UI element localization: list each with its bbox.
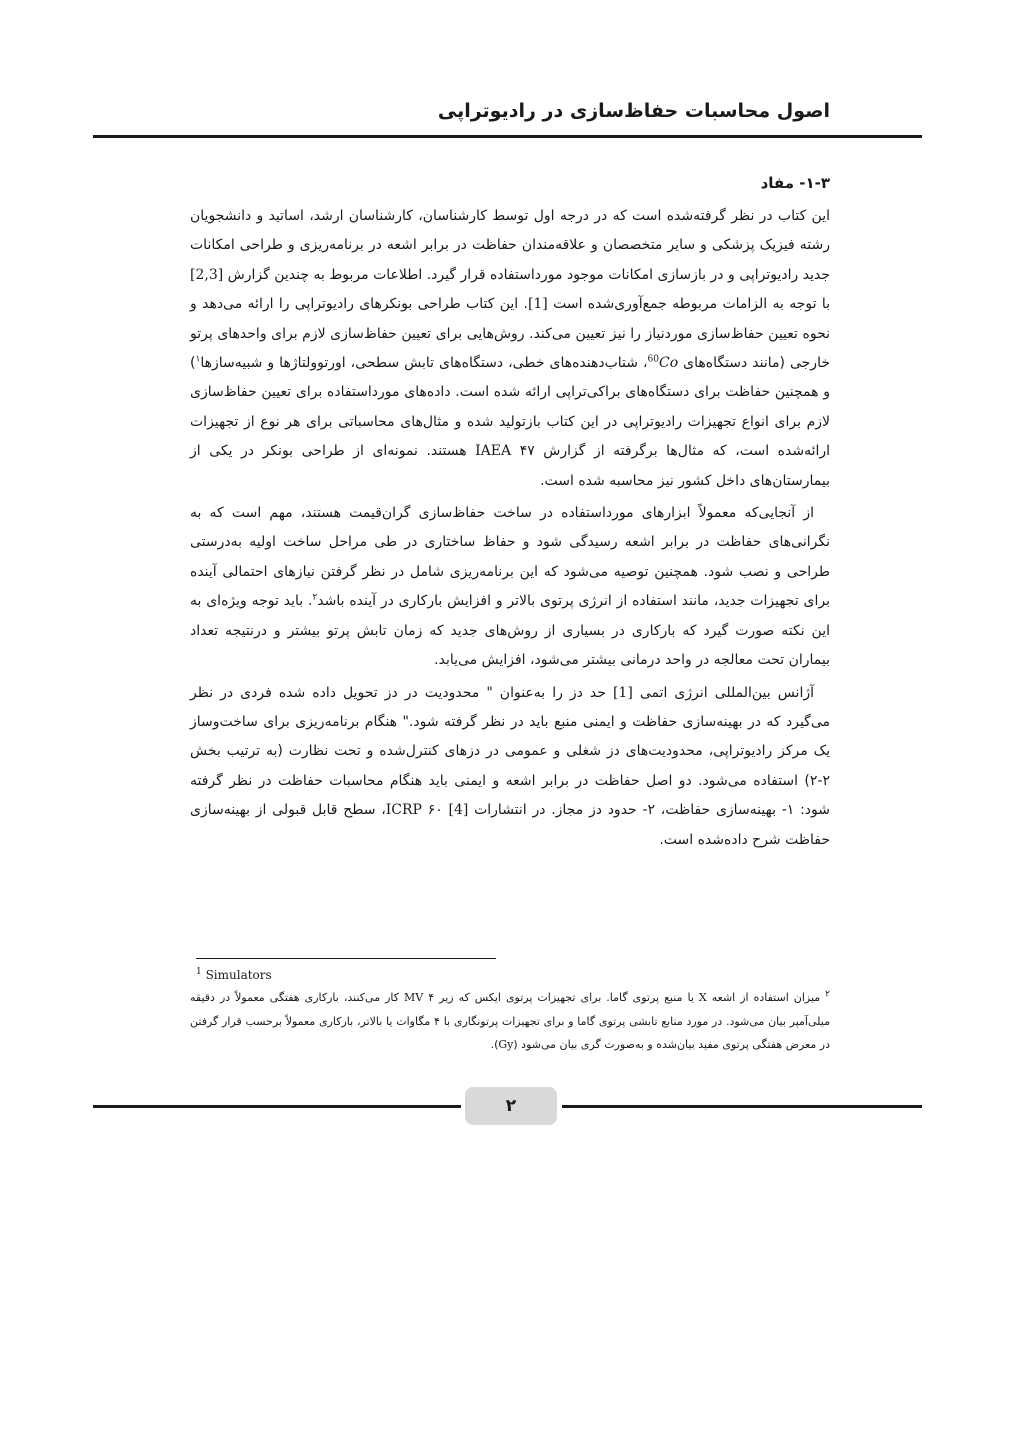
footnote-2 [190, 986, 830, 1057]
page-number: ۲ [465, 1087, 557, 1125]
cobalt-isotope [648, 355, 679, 371]
p1-text-e: ) و همچنین حفاظت برای دستگاه‌های براکی‌تراپی ارائه شده است. داده‌های مورداستفاده برای تعیین حفاظ‌سازی لازم برای انواع تجهیزات رادیوتراپی در این کتاب بازتولید شده و مثال‌های محاسباتی برای هر نوع از تجهیزات ارائه‌شده است، که مثال‌ها برگرفته از گزارش ۴۷ [190, 355, 831, 460]
footer-rule-left [93, 1105, 461, 1108]
iaea-acronym: IAEA [475, 443, 512, 460]
page-header-title: اصول محاسبات حفاظ‌سازی در رادیوتراپی [437, 100, 830, 122]
p3-text-a: آژانس بین‌المللی انرژی اتمی [632, 684, 814, 701]
footnote-1 [196, 966, 596, 984]
footnote-2-mark: ۲ [825, 989, 831, 1000]
citation-4: [4] [448, 802, 469, 819]
icrp-acronym: ICRP [385, 802, 422, 819]
footnote-divider [196, 958, 496, 959]
paragraph-2 [190, 499, 830, 675]
footnote-1-mark: 1 [196, 967, 202, 977]
isotope-mass-number: 60 [647, 354, 659, 365]
icrp-number: ۶۰ [421, 802, 449, 819]
citation-2-3: [2,3] [190, 266, 224, 283]
header-divider [93, 135, 922, 138]
p2-text-a: از آنجایی‌که معمولاً ابزارهای مورداستفاده در ساخت حفاظ‌سازی گران‌قیمت هستند، مهم است که به نگرانی‌های حفاظت در برابر اشعه رسیدگی شود و حفاظ ساختاری در طی مراحل ساخت اولیه به‌درستی طراحی و نصب شود. همچنین توصیه می‌شود که این برنامه‌ریزی شامل در نظر گرفتن نیازهای احتمالی آینده برای تجهیزات جدید، مانند استفاده از انرژی پرتوی بالاتر و افزایش بارکاری در آینده باشد [190, 505, 831, 610]
footnote-2-gy: Gy [498, 1038, 514, 1051]
footnote-2-text-d: ). [490, 1038, 499, 1051]
main-content [190, 168, 830, 858]
isotope-symbol: Co [659, 355, 679, 372]
footnote-1-text: Simulators [205, 968, 272, 982]
p1-text-b: با توجه به الزامات مربوطه جمع‌آوری‌شده است [547, 296, 830, 313]
citation-1-second: [1] [612, 684, 633, 701]
p2-text-b: . باید توجه ویژه‌ای به این نکته صورت گیرد که بارکاری در بسیاری از روش‌های جدید که زمان تابش پرتو بیشتر و درنتیجه تعداد بیماران تحت معالجه در واحد درمانی بیشتر می‌شود، افزایش می‌یابد. [190, 593, 830, 669]
footnote-2-text-b: یا منبع پرتوی گاما. برای تجهیزات پرتوی ایکس که زیر ۴ [423, 991, 699, 1004]
footnote-2-text-a: میزان استفاده از اشعه [706, 991, 826, 1004]
footnote-ref-2[interactable]: ۲ [312, 592, 318, 603]
section-heading: ۱-۳- مفاد [760, 174, 830, 192]
paragraph-1 [190, 202, 830, 496]
p1-text-d: ، شتاب‌دهنده‌های خطی، دستگاه‌های تابش سطحی، اورتوولتاژها و شبیه‌سازها [200, 355, 648, 372]
footnote-2-mv: MV [404, 991, 424, 1004]
footnote-ref-1[interactable]: ۱ [195, 354, 201, 365]
p3-text-b: حد دز را به‌عنوان " محدودیت در دز تحویل داده شده فردی در نظر می‌گیرد که در بهینه‌سازی حفاظت و ایمنی منبع باید در نظر گرفته شود." هنگام برنامه‌ریزی برای ساخت‌وساز یک مرکز رادیوتراپی، محدودیت‌های دز شغلی و عمومی در دزهای کنترل‌شده و تحت نظارت (به ترتیب بخش ۲-۲) استفاده می‌شود. دو اصل حفاظت در برابر اشعه و ایمنی باید هنگام محاسبات حفاظت در نظر گرفته شود: ۱- بهینه‌سازی حفاظت، ۲- حدود دز مجاز. در انتشارات [190, 684, 830, 819]
p1-text-c: . این کتاب طراحی بونکرهای رادیوتراپی را ارائه می‌دهد و نحوه تعیین حفاظ‌سازی موردنیاز را نیز تعیین می‌کند. روش‌هایی برای تعیین حفاظ‌سازی لازم برای واحدهای پرتو خارجی (مانند دستگاه‌های [190, 296, 830, 372]
paragraph-3 [190, 679, 830, 855]
footer-rule-right [562, 1105, 922, 1108]
citation-1: [1] [527, 296, 548, 313]
footnote-2-text-c: کار می‌کنند، بارکاری هفتگی معمولاً در دقیقه میلی‌آمپر بیان می‌شود. در مورد منابع تابشی پرتوی گاما و برای تجهیزات پرتونگاری با ۴ مگاوات یا بالاتر، بارکاری معمولاً برحسب قرار گرفتن در معرض هفتگی پرتوی مفید بیان‌شده و به‌صورت گری بیان می‌شود ( [190, 991, 830, 1051]
p3-text-c: ، سطح قابل قبولی از بهینه‌سازی حفاظت شرح داده‌شده است. [190, 802, 830, 848]
footnote-2-x: X [698, 991, 707, 1004]
p1-text-a: این کتاب در نظر گرفته‌شده است که در درجه اول توسط کارشناسان، کارشناسان ارشد، اساتید و دانشجویان رشته فیزیک پزشکی و سایر متخصصان و علاقه‌مندان حفاظت در برابر اشعه در برنامه‌ریزی و طراحی امکانات جدید رادیوتراپی و در بازسازی امکانات موجود مورداستفاده قرار گیرد. اطلاعات مربوط به چندین گزارش [190, 208, 830, 283]
p1-text-f: هستند. نمونه‌ای از طراحی بونکر در یکی از بیمارستان‌های داخل کشور نیز محاسبه شده است. [190, 443, 830, 489]
